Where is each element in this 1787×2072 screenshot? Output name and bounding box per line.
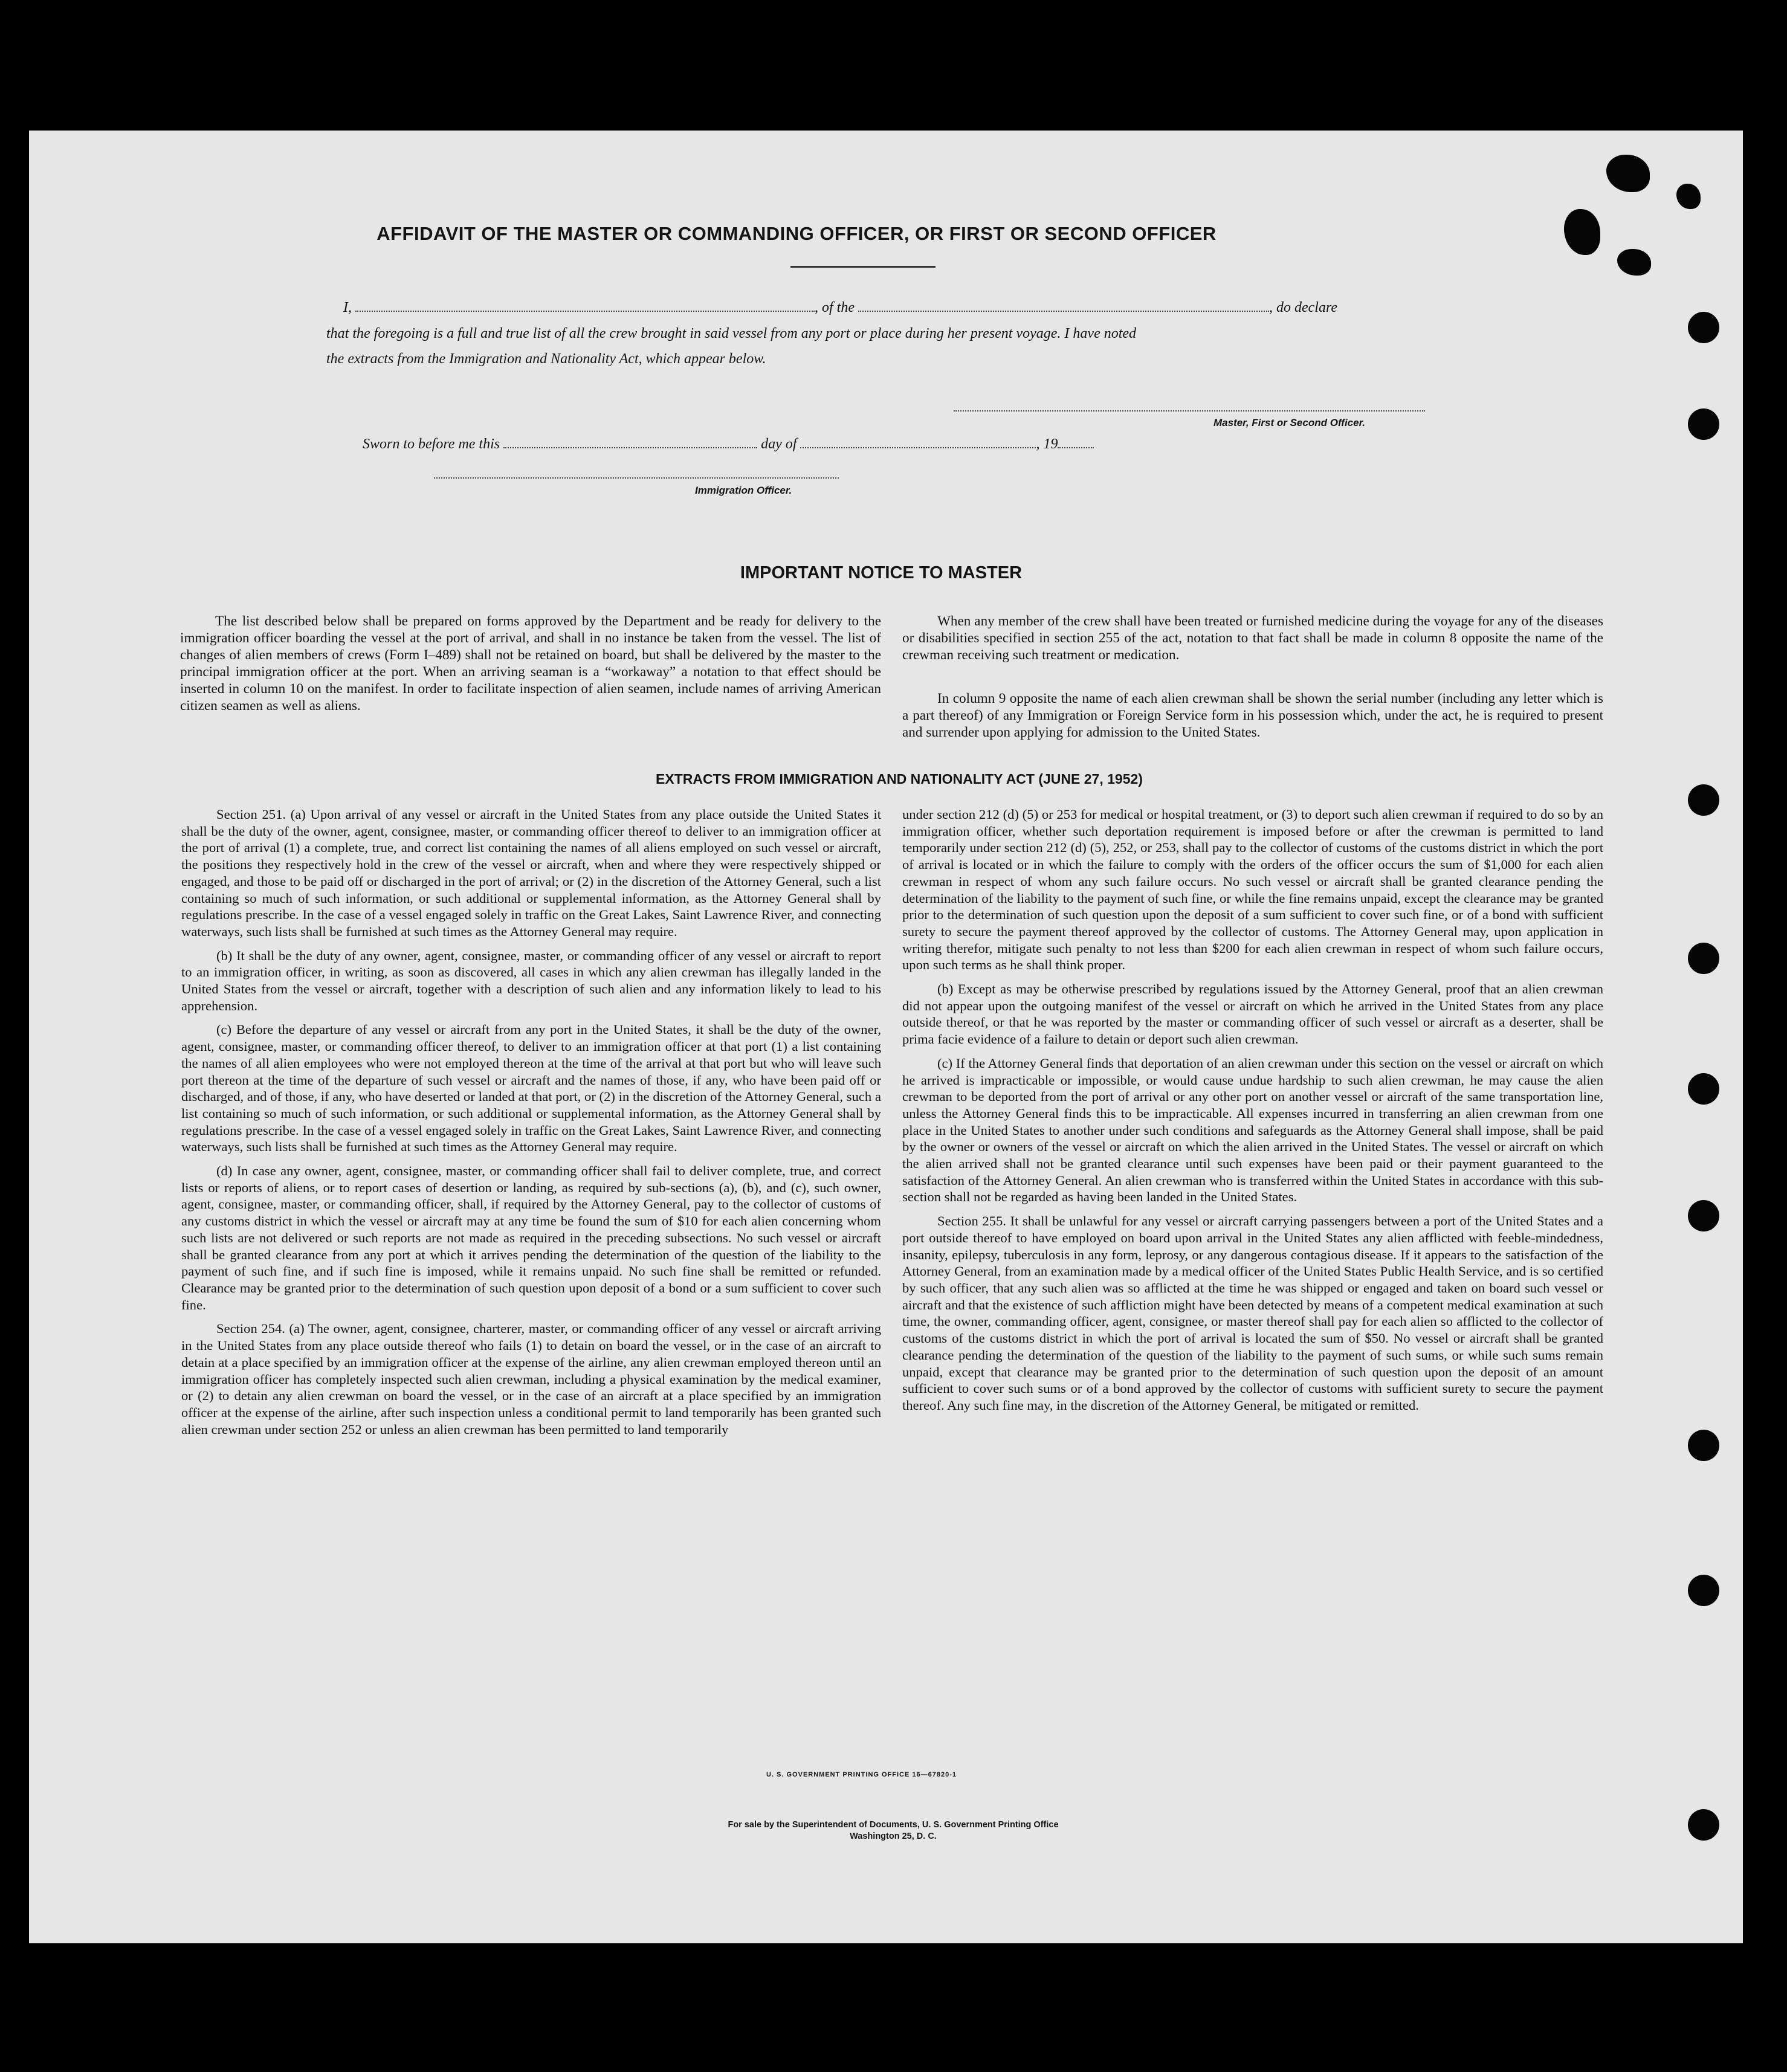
ink-blot bbox=[1676, 184, 1701, 209]
punch-hole bbox=[1688, 1809, 1719, 1841]
section-251-b: (b) It shall be the duty of any owner, agent, consignee, master, or commanding officer of any vessel or aircraft to report to an immigration officer, in writing, as soon as discovered, all cases in which any alien crewman has illegally landed in the United States from the vessel or aircraft, together with a description of such alien and any information likely to lead to his apprehension. bbox=[181, 947, 881, 1013]
section-254-b: (b) Except as may be otherwise prescribed by regulations issued by the Attorney General, proof that an alien crewman did not appear upon the outgoing manifest of the vessel or aircraft on which he arrived in the United States from any place outside thereof, or that he was reported by the master or commanding officer of such vessel or aircraft as a deserter, shall be prima facie evidence of a failure to detain or deport such alien crewman. bbox=[902, 981, 1603, 1047]
sworn-year-blank[interactable] bbox=[1058, 436, 1094, 448]
ink-blot bbox=[1606, 155, 1650, 192]
punch-hole bbox=[1688, 1073, 1719, 1105]
i-label: I, bbox=[343, 300, 352, 315]
declaration-line-3: the extracts from the Immigration and Nationality Act, which appear below. bbox=[326, 351, 766, 367]
section-251-c: (c) Before the departure of any vessel or aircraft from any port in the United States, it shall be the duty of the owner, agent, consignee, master, or commanding officer thereof, to deliver to an immigration officer at that port (1) a list containing the names of all alien employees who were not employed thereon at the time of the arrival at that port but who will leave such port thereon at the time of the departure of such vessel or aircraft and the names of those, if any, who have been paid off or discharged, and of those, if any, who have deserted or landed at that port, or (2) in the discretion of the Attorney General, such a list containing so much of such information, or such additional or supplemental information, as the Attorney General shall by regulations prescribe. In the case of a vessel engaged solely in traffic on the Great Lakes, Saint Lawrence River, and connecting waterways, such lists shall be furnished at such times as the Attorney General may require. bbox=[181, 1022, 881, 1155]
punch-hole bbox=[1688, 943, 1719, 974]
sworn-label: Sworn to before me this bbox=[363, 436, 500, 452]
section-251-a: Section 251. (a) Upon arrival of any vessel or aircraft in the United States from any place outside the United States it shall be the duty of the owner, agent, consignee, master, or commanding officer thereof to deliver to an immigration officer at the port of arrival (1) a complete, true, and correct list containing the names of all aliens employed on such vessel or aircraft, the positions they respectively hold in the crew of the vessel or aircraft, when and where they were respectively shipped or engaged, and those to be paid off or discharged in the port of arrival; or (2) in the discretion of the Attorney General, such a list containing so much of such information, or such additional or supplemental information, as the Attorney General shall by regulations prescribe. In the case of a vessel engaged solely in traffic on the Great Lakes, Saint Lawrence River, and connecting waterways, such lists shall be furnished at such times as the Attorney General may require. bbox=[181, 807, 881, 939]
form-sheet bbox=[29, 131, 1743, 1943]
extracts-left-column bbox=[181, 806, 881, 1445]
notice-right-paragraph-1: When any member of the crew shall have been treated or furnished medicine during the voyage for any of the diseases or disabilities specified in section 255 of the act, notation to that fact shall be made in column 8 opposite the name of the crewman receiving such treatment or medication. bbox=[902, 613, 1603, 663]
sale-notice bbox=[621, 1819, 1165, 1842]
punch-hole bbox=[1688, 312, 1719, 343]
declaration-line-1 bbox=[343, 300, 1337, 315]
printing-office-imprint: U. S. GOVERNMENT PRINTING OFFICE 16—67820-1 bbox=[766, 1771, 957, 1778]
notice-title: IMPORTANT NOTICE TO MASTER bbox=[740, 563, 1023, 583]
sworn-line bbox=[363, 436, 1094, 451]
section-251-d: (d) In case any owner, agent, consignee, master, or commanding officer shall fail to deliver complete, true, and correct lists or reports of aliens, or to report cases of desertion or landing, as required by sub-sections (a), (b), and (c), such owner, agent, consignee, master, or commanding officer, shall, if required by the Attorney General, pay to the collector of customs of any customs district in which the vessel or aircraft may at any time be found the sum of $10 for each alien concerning whom such lists are not delivered or such reports are not made as required in the preceding subsections. No such vessel or aircraft shall be granted clearance from any port at which it arrives pending the determination of the question of the liability to the payment of such fine, and if such fine is imposed, while it remains unpaid. No such fine shall be remitted or refunded. Clearance may be granted prior to the determination of such question upon deposit of a bond or a sum sufficient to cover such fine. bbox=[181, 1163, 881, 1312]
master-signature-caption: Master, First or Second Officer. bbox=[1213, 417, 1365, 428]
punch-hole bbox=[1688, 1430, 1719, 1461]
day-of-label: day of bbox=[761, 436, 797, 452]
of-the-label: , of the bbox=[815, 300, 855, 315]
sale-line-1: For sale by the Superintendent of Documents, U. S. Government Printing Office bbox=[728, 1820, 1059, 1830]
section-254-c: (c) If the Attorney General finds that deportation of an alien crewman under this section on the vessel or aircraft on which he arrived is impracticable or impossible, or would cause undue hardship to such alien crewman, he may cause the alien crewman to be deported from the port of arrival or any other port on another vessel or aircraft of the same transportation line, unless the Attorney General finds this to be impracticable. All expenses incurred in transferring an alien crewman from one place in the United States to another under such conditions and safeguards as the Attorney General shall impose, shall be paid by the owner or owners of the vessel or aircraft on which the alien arrived in the United States. The vessel or aircraft on which the alien arrived shall not be granted clearance until such expenses have been paid or their payment guaranteed to the satisfaction of the Attorney General. An alien crewman who is transferred within the United States in accordance with this sub-section shall not be regarded as having been landed in the United States. bbox=[902, 1055, 1603, 1205]
extracts-title: EXTRACTS FROM IMMIGRATION AND NATIONALITY ACT (JUNE 27, 1952) bbox=[656, 771, 1143, 787]
do-declare-label: , do declare bbox=[1269, 300, 1338, 315]
notice-right-paragraph-2: In column 9 opposite the name of each alien crewman shall be shown the serial number (including any letter which is a part thereof) of any Immigration or Foreign Service form in his possession which, under the act, he is required to present and surrender upon applying for admission to the United States. bbox=[902, 691, 1603, 740]
punch-hole bbox=[1688, 1200, 1719, 1231]
sale-line-2: Washington 25, D. C. bbox=[850, 1832, 937, 1841]
ink-blot bbox=[1617, 249, 1651, 276]
officer-signature-line[interactable] bbox=[434, 477, 839, 479]
master-signature-line[interactable] bbox=[954, 410, 1425, 411]
notice-left-paragraph: The list described below shall be prepared on forms approved by the Department and be ready for delivery to the immigration officer boarding the vessel at the port of arrival, and shall in no instance be taken from the vessel. The list of changes of alien members of crews (Form I–489) shall not be retained on board, but shall be delivered by the master to the principal immigration officer at the port. When an arriving seaman is a “workaway” a notation to that effect should be inserted in column 10 on the manifest. In order to facilitate inspection of alien seamen, include names of arriving American citizen seamen as well as aliens. bbox=[180, 613, 881, 714]
vessel-blank[interactable] bbox=[858, 300, 1269, 312]
title-divider bbox=[790, 266, 936, 268]
punch-hole bbox=[1688, 1575, 1719, 1606]
section-254-a-continued: under section 212 (d) (5) or 253 for medical or hospital treatment, or (3) to deport such alien crewman if required to do so by an immigration officer, whether such deportation requirement is imposed before or after the crewman is permitted to land temporarily under section 212 (d) (5), 252, or 253, shall pay to the collector of customs of the customs district in which the port of arrival is located or in which the failure to comply with the orders of the officer occurs the sum of $1,000 for each alien crewman in respect of whom any such failure occurs. No such vessel or aircraft shall be granted clearance pending the determination of the liability to the payment of such fine, or while the fine remains unpaid, except the clearance may be granted prior to the determination of such question upon the deposit of a sum sufficient to cover such fine, or of a bond with sufficient surety to secure the payment thereof approved by the collector of customs. The Attorney General may, upon application in writing therefor, mitigate such penalty to not less than $200 for each alien crewman in respect of whom such failure occurs, upon such terms as he shall think proper. bbox=[902, 807, 1603, 973]
sworn-month-blank[interactable] bbox=[800, 436, 1036, 448]
affidavit-title: AFFIDAVIT OF THE MASTER OR COMMANDING OFFICER, OR FIRST OR SECOND OFFICER bbox=[376, 223, 1217, 244]
ink-blot bbox=[1564, 209, 1600, 255]
section-255: Section 255. It shall be unlawful for any vessel or aircraft carrying passengers between a port of the United States and a port outside thereof to have employed on board upon arrival in the United States any alien afflicted with feeble-mindedness, insanity, epilepsy, tuberculosis in any form, leprosy, or any dangerous contagious disease. If it appears to the satisfaction of the Attorney General, from an examination made by a medical officer of the United States Public Health Service, and is so certified by such officer, that any such alien was so afflicted at the time he was shipped or engaged and taken on board such vessel or aircraft and that the existence of such affliction might have been detected by means of a competent medical examination at such time, the owner, commanding officer, agent, consignee, or master thereof shall pay for each alien so afflicted to the collector of customs of the customs district in which the port of arrival is located the sum of $50. No vessel or aircraft shall be granted clearance pending the determination of the question of the liability to the payment of such sums, or while such sums remain unpaid, except that clearance may be granted prior to the determination of such question upon the deposit of an amount sufficient to cover such sums or of a bond approved by the collector of customs with sufficient surety to secure the payment thereof. Any such fine may, in the discretion of the Attorney General, be mitigated or remitted. bbox=[902, 1213, 1603, 1413]
officer-signature-caption: Immigration Officer. bbox=[695, 485, 792, 496]
section-254-a: Section 254. (a) The owner, agent, consignee, charterer, master, or commanding officer of any vessel or aircraft arriving in the United States from any place outside thereof who fails (1) to detain on board the vessel, or in the case of an aircraft to detain at a place specified by an immigration officer at the expense of the airline, any alien crewman employed thereon until an immigration officer has completely inspected such alien crewman, including a physical examination by the medical examiner, or (2) to detain any alien crewman on board the vessel, or in the case of an aircraft at a place specified by an immigration officer at the expense of the airline, after such inspection unless a conditional permit to land temporarily has been granted such alien crewman under section 252 or unless an alien crewman has been permitted to land temporarily bbox=[181, 1321, 881, 1437]
punch-hole bbox=[1688, 784, 1719, 816]
extracts-right-column bbox=[902, 806, 1603, 1421]
year-label: , 19 bbox=[1036, 436, 1058, 452]
punch-hole bbox=[1688, 408, 1719, 440]
name-blank[interactable] bbox=[355, 300, 815, 312]
sworn-day-blank[interactable] bbox=[503, 436, 757, 448]
declaration-line-2: that the foregoing is a full and true list of all the crew brought in said vessel from any port or place during her present voyage. I have noted bbox=[326, 326, 1137, 341]
